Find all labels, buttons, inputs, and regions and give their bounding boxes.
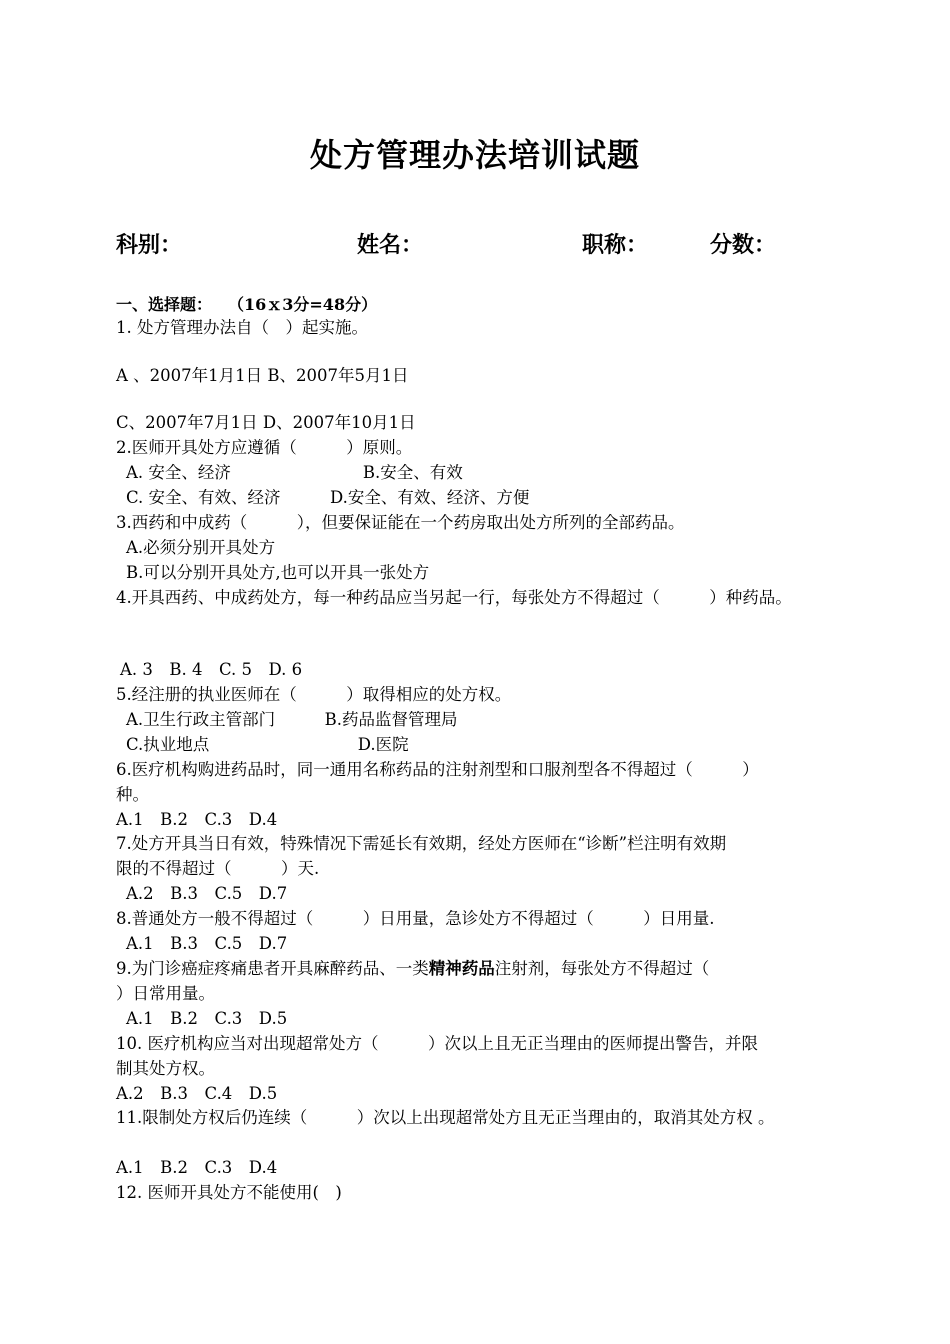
question-10-line-2: 制其处方权。 bbox=[116, 1059, 215, 1078]
question-6-options: A.1 B.2 C.3 D.4 bbox=[116, 810, 278, 829]
question-6-line-2: 种。 bbox=[116, 785, 149, 804]
question-1: 1. 处方管理办法自（ ）起实施。 bbox=[116, 318, 368, 337]
question-11-options: A.1 B.2 C.3 D.4 bbox=[116, 1158, 278, 1177]
section-heading-multiple-choice: 一、选择题： （16ｘ3分=48分） bbox=[116, 295, 378, 314]
document-title: 处方管理办法培训试题 bbox=[309, 136, 640, 174]
question-10-options: A.2 B.3 C.4 D.5 bbox=[116, 1084, 278, 1103]
name-field-label: 姓名： bbox=[357, 232, 424, 258]
question-3-option-a: A.必须分别开具处方 bbox=[126, 538, 276, 557]
question-1-options-cd: C、2007年7月1日 D、2007年10月1日 bbox=[116, 413, 416, 432]
question-9-line-2: ）日常用量。 bbox=[116, 984, 215, 1003]
question-4-options: A. 3 B. 4 C. 5 D. 6 bbox=[120, 660, 303, 679]
question-5-options-cd: C.执业地点 D.医院 bbox=[126, 735, 409, 754]
position-field-label: 职称： bbox=[582, 232, 649, 258]
question-9-bold-term: 精神药品 bbox=[428, 959, 495, 978]
question-9-line-1 bbox=[116, 959, 709, 979]
question-4: 4.开具西药、中成药处方，每一种药品应当另起一行，每张处方不得超过（ ）种药品。 bbox=[116, 588, 792, 607]
question-3-option-b: B.可以分别开具处方,也可以开具一张处方 bbox=[126, 563, 430, 582]
question-7-line-2: 限的不得超过（ ）天. bbox=[116, 859, 320, 878]
question-11: 11.限制处方权后仍连续（ ）次以上出现超常处方且无正当理由的，取消其处方权 。 bbox=[116, 1108, 775, 1127]
question-9-options: A.1 B.2 C.3 D.5 bbox=[126, 1009, 288, 1028]
question-3: 3.西药和中成药（ ），但要保证能在一个药房取出处方所列的全部药品。 bbox=[116, 513, 685, 532]
question-8: 8.普通处方一般不得超过（ ）日用量，急诊处方不得超过（ ）日用量. bbox=[116, 909, 715, 928]
question-9-text-part-2: 注射剂，每张处方不得超过（ bbox=[494, 959, 710, 978]
question-7-options: A.2 B.3 C.5 D.7 bbox=[126, 884, 288, 903]
question-7-line-1: 7.处方开具当日有效，特殊情况下需延长有效期，经处方医师在“诊断”栏注明有效期 bbox=[116, 834, 727, 853]
question-6-line-1: 6.医疗机构购进药品时，同一通用名称药品的注射剂型和口服剂型各不得超过（ ） bbox=[116, 760, 759, 779]
department-field-label: 科别： bbox=[116, 232, 183, 258]
question-2-options-cd: C. 安全、有效、经济 D.安全、有效、经济、方便 bbox=[126, 488, 530, 507]
question-1-options-ab: A 、2007年1月1日 B、2007年5月1日 bbox=[116, 366, 409, 385]
score-field-label: 分数： bbox=[710, 232, 777, 258]
question-10-line-1: 10. 医疗机构应当对出现超常处方（ ）次以上且无正当理由的医师提出警告，并限 bbox=[116, 1034, 758, 1053]
question-8-options: A.1 B.3 C.5 D.7 bbox=[126, 934, 288, 953]
question-5-options-ab: A.卫生行政主管部门 B.药品监督管理局 bbox=[126, 710, 458, 729]
question-2-options-ab: A. 安全、经济 B.安全、有效 bbox=[126, 463, 463, 482]
question-5: 5.经注册的执业医师在（ ）取得相应的处方权。 bbox=[116, 685, 512, 704]
question-2: 2.医师开具处方应遵循（ ）原则。 bbox=[116, 438, 413, 457]
question-12: 12. 医师开具处方不能使用( ) bbox=[116, 1183, 342, 1202]
question-9-text-part-1: 9.为门诊癌症疼痛患者开具麻醉药品、一类 bbox=[116, 959, 429, 978]
